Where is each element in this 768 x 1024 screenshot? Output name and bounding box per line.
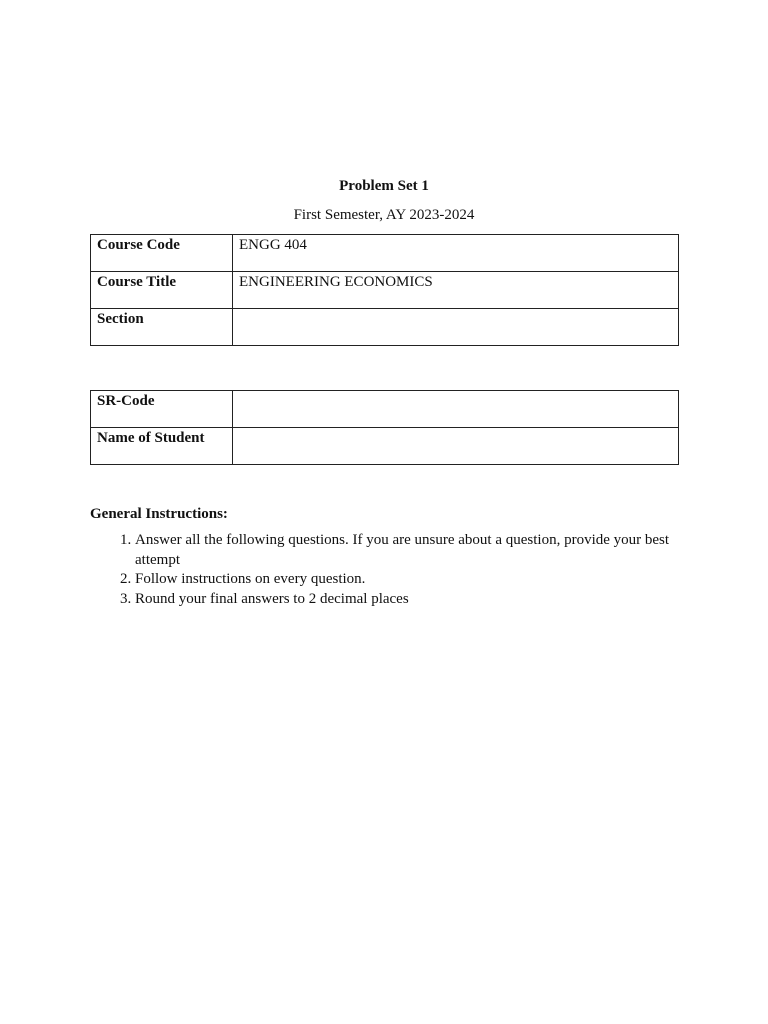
- course-title-value: ENGINEERING ECONOMICS: [233, 272, 679, 309]
- list-item: 2. Follow instructions on every question.: [135, 570, 680, 590]
- table-row: [91, 309, 679, 346]
- section-field[interactable]: [233, 309, 679, 346]
- course-info-table: [90, 234, 679, 346]
- table-row: [91, 428, 679, 465]
- list-item: 1. Answer all the following questions. If you are unsure about a question, provide your best attempt: [135, 531, 680, 570]
- document-title: Problem Set 1: [339, 178, 429, 194]
- student-info-table: [90, 390, 679, 465]
- instructions-list: [90, 531, 680, 609]
- instructions-heading: General Instructions:: [90, 506, 228, 522]
- course-code-value: ENGG 404: [233, 235, 679, 272]
- course-code-label: Course Code: [91, 235, 233, 272]
- list-item: 3. Round your final answers to 2 decimal places: [135, 590, 680, 610]
- sr-code-label: SR-Code: [91, 391, 233, 428]
- section-label: Section: [91, 309, 233, 346]
- document-subtitle: First Semester, AY 2023-2024: [293, 207, 475, 223]
- table-row: [91, 235, 679, 272]
- student-name-field[interactable]: [233, 428, 679, 465]
- course-title-label: Course Title: [91, 272, 233, 309]
- table-row: [91, 391, 679, 428]
- student-name-label: Name of Student: [91, 428, 233, 465]
- sr-code-field[interactable]: [233, 391, 679, 428]
- table-row: [91, 272, 679, 309]
